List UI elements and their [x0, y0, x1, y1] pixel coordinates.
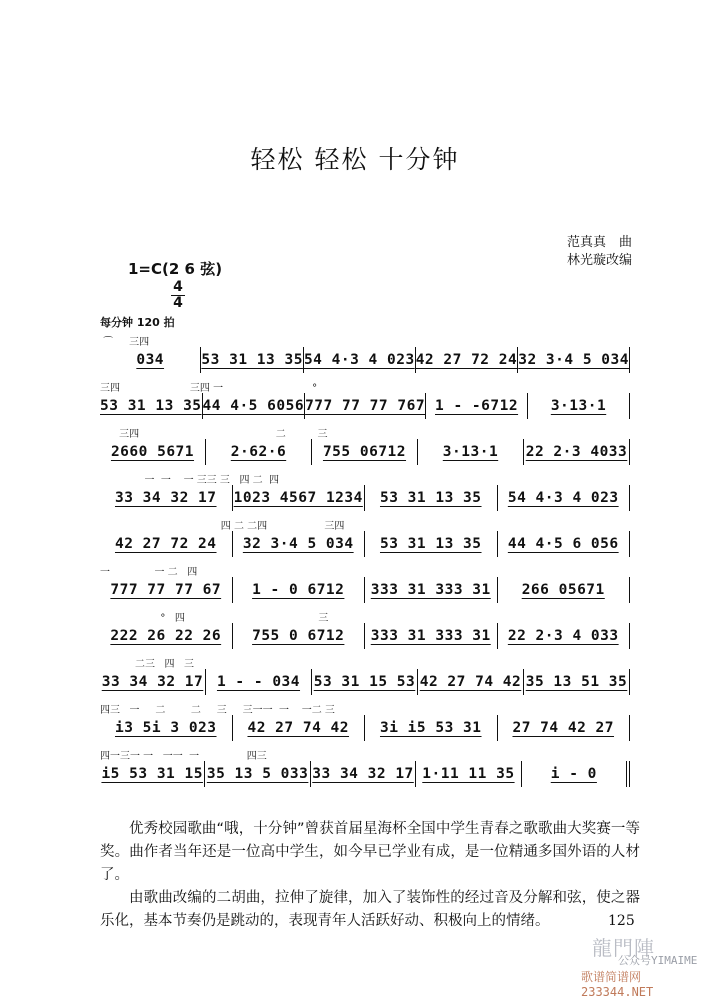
measure: 53 31 15 53	[312, 669, 418, 695]
fingering-marks: 三四 三四 一 °	[100, 383, 362, 394]
measure: 266 05671	[498, 577, 631, 603]
measure: 42 27 72 24	[416, 347, 519, 373]
key-signature: 1=C(2 6 弦)	[128, 260, 223, 278]
measure: 42 27 74 42	[233, 715, 366, 741]
measure: 35 13 5 033	[205, 761, 310, 787]
measure: 3·13·1	[528, 393, 630, 419]
fingering-marks: 一 一 一 三三 三 四 二 四	[100, 475, 375, 486]
measure: 1 - - 034	[206, 669, 312, 695]
score-line	[100, 622, 630, 650]
measure: 33 34 32 17	[100, 669, 206, 695]
measure: 27 74 42 27	[498, 715, 631, 741]
measure: 33 34 32 17	[100, 485, 233, 511]
description-paragraph: 优秀校园歌曲“哦，十分钟”曾获首届星海杯全国中学生青春之歌歌曲大奖赛一等奖。曲作者当年还是一位高中学生，如今早已学业有成，是一位精通多国外语的人材了。	[100, 821, 640, 883]
measure: 22 2·3 4033	[524, 439, 630, 465]
measure: 1·11 11 35	[416, 761, 521, 787]
score-line	[100, 530, 630, 558]
measure: 54 4·3 4 023	[304, 347, 416, 373]
watermark-text: 公众号YIMAIME	[618, 954, 698, 967]
fingering-marks: 四 二 二四 三四	[100, 521, 367, 532]
tempo-marking: 每分钟 120 拍	[100, 316, 175, 329]
measure: 44 4·5 6 056	[498, 531, 631, 557]
page-number: 125	[608, 913, 635, 929]
fingering-marks: 三四 二 三	[100, 429, 360, 440]
measure: i - 0	[522, 761, 630, 787]
measure: 44 4·5 6056	[203, 393, 306, 419]
measure: 32 3·4 5 034	[233, 531, 366, 557]
measure: i5 53 31 15	[100, 761, 205, 787]
measure: 1023 4567 1234	[233, 485, 366, 511]
score-line	[100, 484, 630, 512]
measure: 53 31 13 35	[100, 393, 203, 419]
measure: 777 77 77 67	[100, 577, 233, 603]
time-signature-top: 4	[173, 279, 183, 295]
measure: 53 31 13 35	[365, 485, 498, 511]
score-line	[100, 392, 630, 420]
time-signature-bottom: 4	[173, 295, 183, 311]
watermark-text: 歌谱简谱网 233344.NET	[581, 970, 654, 999]
measure: 42 27 74 42	[418, 669, 524, 695]
measure: 2·62·6	[206, 439, 312, 465]
measure: 53 31 13 35	[365, 531, 498, 557]
measure: 2660 5671	[100, 439, 206, 465]
score-line	[100, 346, 630, 374]
measure: 54 4·3 4 023	[498, 485, 631, 511]
measure: 22 2·3 4 033	[498, 623, 631, 649]
measure: 1 - 0 6712	[233, 577, 366, 603]
time-signature	[171, 281, 185, 310]
measure: 777 77 77 767	[305, 393, 426, 419]
score-line	[100, 760, 630, 788]
measure: 35 13 51 35	[524, 669, 630, 695]
measure: 755 06712	[312, 439, 418, 465]
fingering-marks: 四一三一 一 一一 一 四三	[100, 751, 372, 762]
measure: 333 31 333 31	[365, 577, 498, 603]
measure: 32 3·4 5 034	[518, 347, 630, 373]
fingering-marks: 二三 四 三	[100, 659, 353, 670]
measure: 3·13·1	[418, 439, 524, 465]
measure: 53 31 13 35	[201, 347, 304, 373]
fingering-marks: ° 四 三	[100, 613, 345, 624]
measure: 3i i5 53 31	[365, 715, 498, 741]
fingering-marks: 四三 一 二 二 三 三一一 一 一二 三	[100, 705, 383, 716]
score-line	[100, 668, 630, 696]
watermark-logo: 龍門陣	[592, 936, 655, 960]
page-title: 轻松 轻松 十分钟	[250, 145, 460, 174]
measure: i3 5i 3 023	[100, 715, 233, 741]
measure: 1 - -6712	[426, 393, 528, 419]
measure: 42 27 72 24	[100, 531, 233, 557]
description	[100, 818, 640, 933]
arranger-credit: 林光璇改编	[566, 253, 632, 268]
fingering-marks: 一 一 二 四	[100, 567, 350, 578]
score-line	[100, 714, 630, 742]
measure: 333 31 333 31	[365, 623, 498, 649]
description-paragraph: 由歌曲改编的二胡曲，拉伸了旋律，加入了装饰性的经过音及分解和弦，使之器乐化，基本节奏仍是跳动的，表现青年人活跃好动、积极向上的情绪。	[100, 890, 640, 929]
measure: 33 34 32 17	[311, 761, 416, 787]
composer-credit: 范真真 曲	[566, 235, 632, 250]
fingering-marks: ⌒ 三四	[100, 337, 340, 348]
measure: 222 26 22 26	[100, 623, 233, 649]
measure: 034	[100, 347, 201, 373]
measure: 755 0 6712	[233, 623, 366, 649]
score-line	[100, 438, 630, 466]
score-line	[100, 576, 630, 604]
